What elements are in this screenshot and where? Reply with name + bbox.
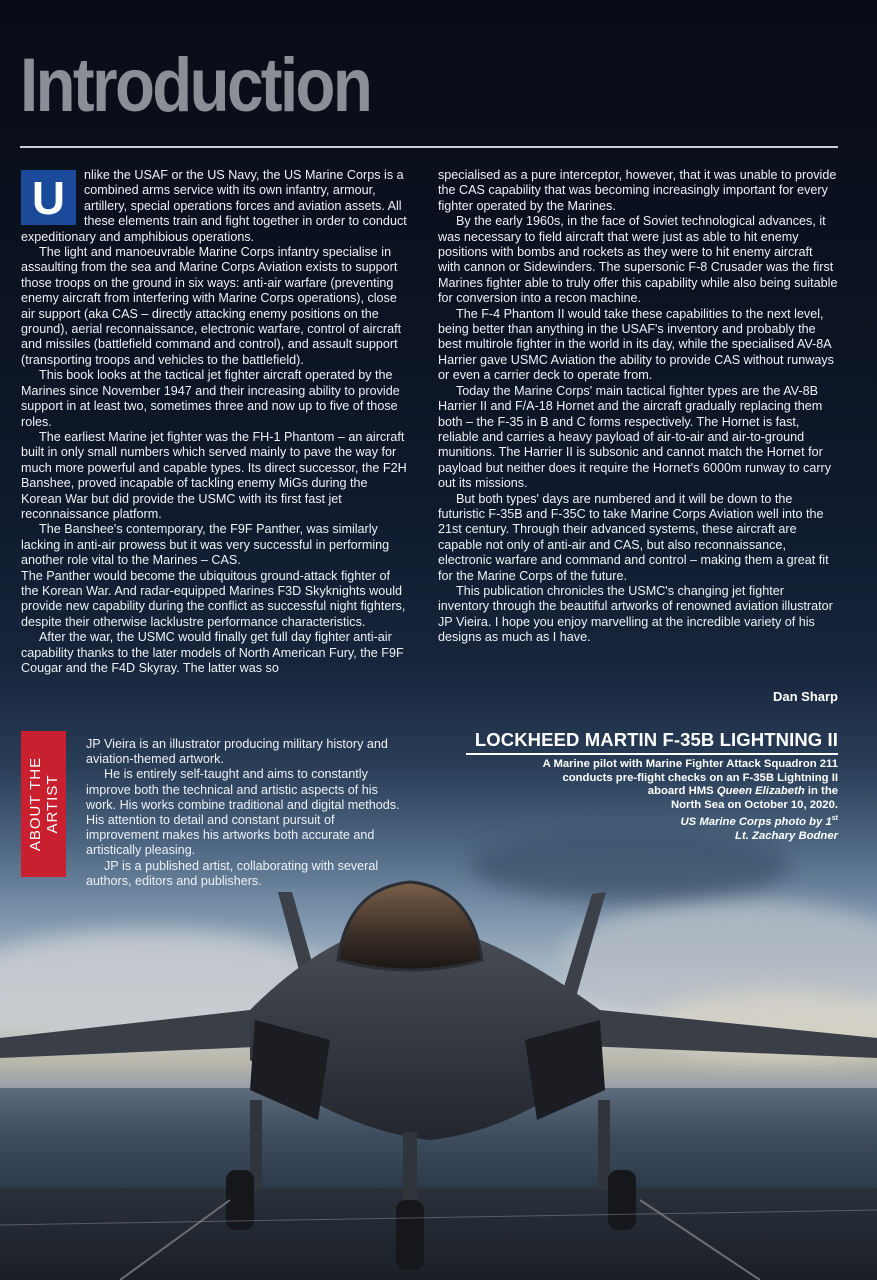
- photo-credit: US Marine Corps photo by 1st: [680, 815, 838, 829]
- intro-paragraph: The Panther would become the ubiquitous ground-attack fighter of the Korean War. And radar-equipped Marines F3D Skyknights would provide new capability during the conflict as successful night fighters, despite their otherwise lacklustre performance characteristics.: [21, 568, 406, 629]
- dropcap: U: [21, 170, 76, 225]
- artist-paragraph: JP is a published artist, collaborating with several authors, editors and publishers.: [86, 858, 379, 888]
- intro-paragraph: U nlike the USAF or the US Navy, the US Marine Corps is a combined arms service with its own infantry, armour, artillery, special operations forces and aviation assets. All these elements train and fight together in order to conduct expeditionary and amphibious operations.: [21, 168, 407, 244]
- page-title: Introduction: [20, 43, 371, 128]
- artist-paragraph: JP Vieira is an illustrator producing military history and aviation-themed artwork.: [86, 737, 388, 767]
- author-signature: Dan Sharp: [772, 689, 838, 704]
- intro-paragraph: The F-4 Phantom II would take these capabilities to the next level, being better than anything in the USAF's inventory and probably the best multirole fighter in the world in its day, while the specialised AV-8A Harrier gave USMC Aviation the ability to provide CAS without runways or even a carrier deck to operate from.: [438, 306, 834, 383]
- intro-paragraph: Today the Marine Corps' main tactical fighter types are the AV-8B Harrier II and F/A-18 Hornet and the aircraft gradually replacing them both – the F-35 in B and C forms respectively. The Hornet is fast, reliable and carries a heavy payload of air-to-air and air-to-ground munitions. The Harrier II is subsonic and cannot match the Hornet for payload but neither does it require the Hornet's 6000m runway to carry out its missions.: [438, 383, 832, 491]
- intro-column-right: [438, 168, 838, 646]
- caption-divider: [466, 753, 838, 755]
- photo-caption: A Marine pilot with Marine Fighter Attack Squadron 211 conducts pre-flight checks on an F-35B Lightning II aboard HMS Queen Elizabeth in the North Sea on October 10, 2020. US Marine Corps photo by 1st Lt. Zachary Bodner: [508, 758, 838, 843]
- intro-paragraph: By the early 1960s, in the face of Soviet technological advances, it was necessary to field aircraft that were just as able to hit enemy positions with bombs and rockets as they were to hit enemy aircraft with cannon or Sidewinders. The supersonic F-8 Crusader was the first Marines fighter able to truly offer this capability while also being suitable for conversion into a recon machine.: [438, 214, 838, 306]
- intro-paragraph: This book looks at the tactical jet fighter aircraft operated by the Marines since November 1947 and their increasing ability to provide support in at least two, sometimes three and now up to five of those roles.: [21, 368, 400, 429]
- artist-paragraph: He is entirely self-taught and aims to constantly improve both the technical and artistic aspects of his work. His works combine traditional and digital methods. His attention to detail and constant pursuit of improvement makes his artworks both accurate and artistically pleasing.: [86, 767, 400, 858]
- intro-column-left: [21, 168, 408, 676]
- intro-paragraph: The light and manoeuvrable Marine Corps infantry specialise in assaulting from the sea and Marine Corps Aviation exists to support those troops on the ground in six ways: anti-air warfare (preventing enemy aircraft from interfering with Marine Corps operations), close air support (aka CAS – directly attacking enemy positions on the ground), aerial reconnaissance, electronic warfare, control of aircraft and missiles (battlefield command and control), and assault support (transporting troops and vehicles to the battlefield).: [21, 245, 402, 367]
- intro-paragraph: The earliest Marine jet fighter was the FH-1 Phantom – an aircraft built in only small numbers which served mainly to pave the way for much more powerful and capable types. Its direct successor, the F2H Banshee, proved incapable of tackling enemy MiGs during the Korean War but did provide the USMC with its first fast jet reconnaissance platform.: [21, 429, 407, 521]
- intro-paragraph: The Banshee's contemporary, the F9F Panther, was similarly lacking in anti-air prowess but it was very successful in performing another role vital to the Marines – CAS.: [21, 522, 390, 568]
- intro-paragraph: This publication chronicles the USMC's changing jet fighter inventory through the beautiful artworks of renowned aviation illustrator JP Vieira. I hope you enjoy marvelling at the incredible variety of his designs as much as I have.: [438, 583, 833, 645]
- photo-credit: Lt. Zachary Bodner: [735, 829, 838, 842]
- about-artist-label: ABOUT THE ARTIST: [26, 756, 61, 852]
- f35b-jet-illustration: [0, 870, 877, 1280]
- intro-paragraph: After the war, the USMC would finally get full day fighter anti-air capability thanks to the later models of North American Fury, the F9F Cougar and the F4D Skyray. The latter was so: [21, 630, 404, 675]
- title-divider: [20, 146, 838, 148]
- intro-paragraph: specialised as a pure interceptor, however, that it was unable to provide the CAS capability that was becoming increasingly important for every fighter operated by the Marines.: [438, 168, 837, 213]
- photo-caption-title: LOCKHEED MARTIN F-35B LIGHTNING II: [474, 729, 838, 750]
- about-artist-text: [86, 737, 404, 889]
- intro-paragraph: But both types' days are numbered and it will be down to the futuristic F-35B and F-35C to take Marine Corps Aviation well into the 21st century. Through their advanced systems, these aircraft are capable not only of anti-air and CAS, but also reconnaissance, electronic warfare and command and control – making them a great fit for the Marine Corps of the future.: [438, 491, 829, 583]
